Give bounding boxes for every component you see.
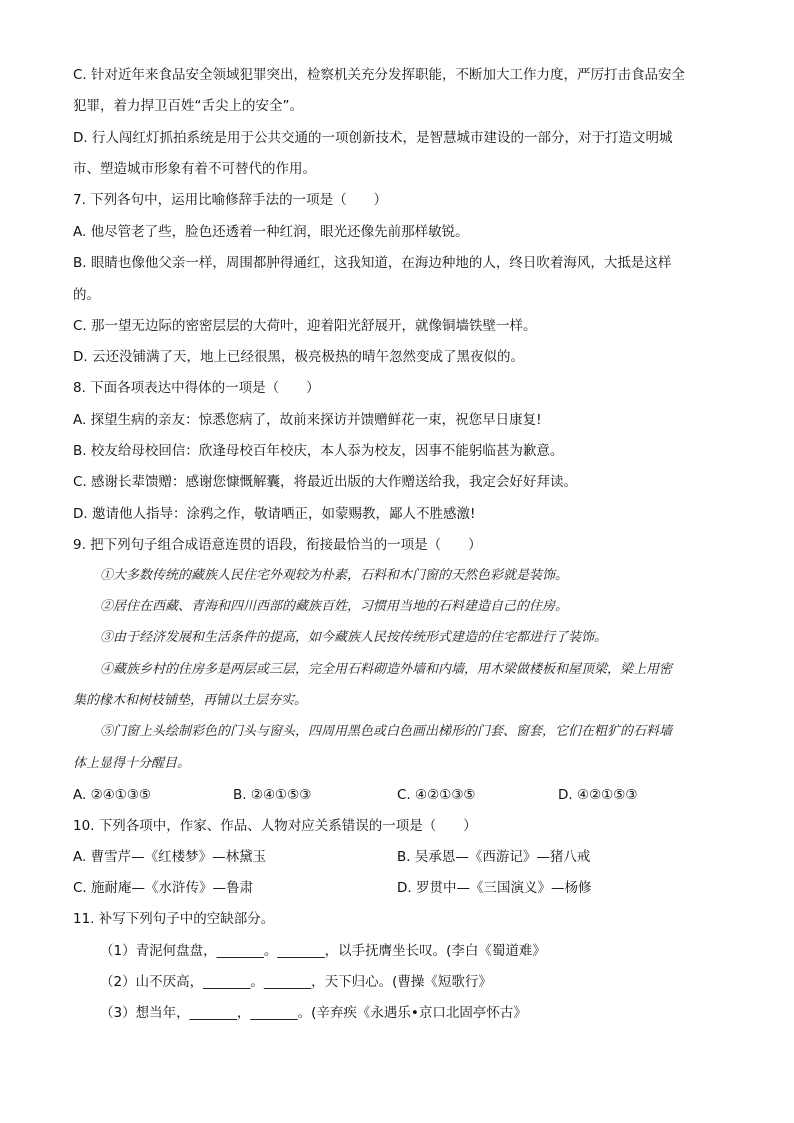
q10-option-c: C. 施耐庵—《水浒传》—鲁肃 (73, 880, 254, 896)
q6-option-c-line1: C. 针对近年来食品安全领域犯罪突出，检察机关充分发挥职能，不断加大工作力度，严厉打击食品安全 (73, 67, 686, 83)
q6-option-c-line2: 犯罪，着力捍卫百姓“舌尖上的安全”。 (73, 98, 303, 114)
q11-item-2: （2）山不厌高，_______。_______，天下归心。(曹操《短歌行》 (100, 974, 492, 990)
q7-stem: 7. 下列各句中，运用比喻修辞手法的一项是（ ） (73, 192, 388, 208)
q11-item-3: （3）想当年，_______，_______。(辛弃疾《永遇乐•京口北固亭怀古》 (100, 1005, 527, 1021)
q8-option-a: A. 探望生病的亲友：惊悉您病了，故前来探访并馈赠鲜花一束，祝您早日康复! (73, 412, 542, 428)
q9-sentence-2: ②居住在西藏、青海和四川西部的藏族百姓，习惯用当地的石料建造自己的住房。 (100, 599, 569, 614)
q8-option-d: D. 邀请他人指导：涂鸦之作，敬请哂正，如蒙赐教，鄙人不胜感激! (73, 506, 476, 522)
q7-option-d: D. 云还没铺满了天，地上已经很黑，极亮极热的晴午忽然变成了黑夜似的。 (73, 349, 524, 365)
q9-option-c: C. ④②①③⑤ (397, 787, 476, 803)
q9-sentence-4-line1: ④藏族乡村的住房多是两层或三层，完全用石料砌造外墙和内墙，用木梁做楼板和屋顶梁，梁上用密 (100, 662, 673, 677)
q9-sentence-4-line2: 集的椽木和树枝铺垫，再铺以土层夯实。 (73, 693, 308, 708)
q7-option-b-line1: B. 眼睛也像他父亲一样，周围都肿得通红，这我知道，在海边种地的人，终日吹着海风，大抵是这样 (73, 255, 672, 271)
q11-item-1: （1）青泥何盘盘，_______。_______，以手抚膺坐长叹。(李白《蜀道难》 (100, 943, 546, 959)
q9-sentence-5-line2: 体上显得十分醒目。 (73, 756, 191, 771)
q6-option-d-line1: D. 行人闯红灯抓拍系统是用于公共交通的一项创新技术，是智慧城市建设的一部分，对于打造文明城 (73, 130, 673, 146)
q9-stem: 9. 把下列句子组合成语意连贯的语段，衔接最恰当的一项是（ ） (73, 537, 482, 553)
q8-stem: 8. 下面各项表达中得体的一项是（ ） (73, 380, 320, 396)
q10-option-b: B. 吴承恩—《西游记》—猪八戒 (397, 849, 591, 865)
q8-option-b: B. 校友给母校回信：欣逢母校百年校庆，本人忝为校友，因事不能躬临甚为歉意。 (73, 443, 564, 459)
q9-sentence-3: ③由于经济发展和生活条件的提高，如今藏族人民按传统形式建造的住宅都进行了装饰。 (100, 630, 608, 645)
q8-option-c: C. 感谢长辈馈赠：感谢您慷慨解囊，将最近出版的大作赠送给我，我定会好好拜读。 (73, 474, 578, 490)
q9-option-a: A. ②④①③⑤ (73, 787, 152, 803)
q9-option-b: B. ②④①⑤③ (233, 787, 312, 803)
q9-option-d: D. ④②①⑤③ (558, 787, 638, 803)
q10-option-d: D. 罗贯中—《三国演义》—杨修 (397, 880, 592, 896)
q10-stem: 10. 下列各项中，作家、作品、人物对应关系错误的一项是（ ） (73, 818, 477, 834)
q7-option-c: C. 那一望无边际的密密层层的大荷叶，迎着阳光舒展开，就像铜墙铁壁一样。 (73, 318, 537, 334)
q10-option-a: A. 曹雪芹—《红楼梦》—林黛玉 (73, 849, 267, 865)
q6-option-d-line2: 市、塑造城市形象有着不可替代的作用。 (73, 161, 316, 177)
q7-option-b-line2: 的。 (73, 287, 100, 303)
q9-sentence-1: ①大多数传统的藏族人民住宅外观较为朴素，石料和木门窗的天然色彩就是装饰。 (100, 568, 569, 583)
q9-sentence-5-line1: ⑤门窗上头绘制彩色的门头与窗头，四周用黑色或白色画出梯形的门套、窗套，它们在粗犷的石料墙 (100, 724, 673, 739)
q11-stem: 11. 补写下列句子中的空缺部分。 (73, 911, 275, 927)
q7-option-a: A. 他尽管老了些，脸色还透着一种红润，眼光还像先前那样敏锐。 (73, 224, 469, 240)
